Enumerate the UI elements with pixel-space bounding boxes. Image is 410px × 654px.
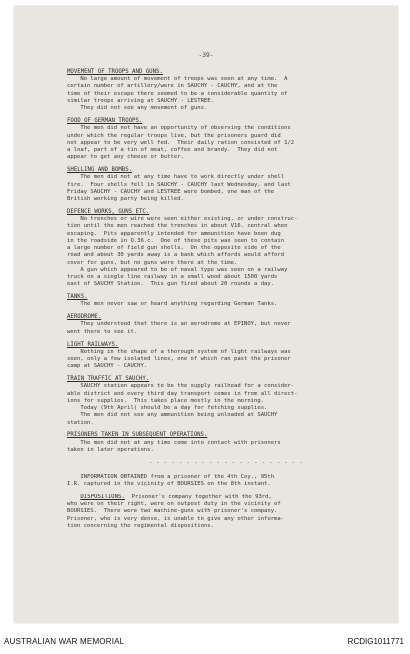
section-line: in the roadside in Q.36.c. One of these pits was seen to contain [67,237,285,244]
section-line: taken in later operations. [67,446,154,453]
section-line: who were on their right, were on outpost duty in the vicinity of [67,501,281,508]
page-number: -39- [198,52,214,59]
section-line: I.R. captured in the vicinity of BOURSIES on the 8th instant. [67,480,271,487]
section-line: road and about 30 yards away is a bank which affords would afford [67,252,285,259]
report-section [67,314,385,336]
section-line: No trenches or wire were seen either existing, or under construc- [67,216,298,223]
section-line: seen, only a few isolated lines, one of which ran past the prisoner [67,355,291,362]
section-heading: LIGHT RAILWAYS. [67,341,119,348]
section-heading: DISPOSITIONS. [80,493,125,500]
section-line: went there to see it. [67,328,138,335]
section-line: Today (9th April) should be a day for fetching supplies. [67,405,268,412]
section-line: INFORMATION OBTAINED from a prisoner of the 4th Coy., 95th [67,473,275,480]
section-line: a loaf, part of a tin of meat, coffee and brandy. They did not [67,147,278,153]
section-line: time of their escape there seemed to be a considerable quantity of [67,90,288,97]
section-line: The men did not see any ammunition being unloaded at SAUCHY [67,412,278,419]
archive-footer [0,637,410,651]
section-line: fire. Four shells fell in SAUCHY - CAUCHY last Wednesday, and last [67,181,291,188]
section-line: able district and every third day transport comes in from all direct- [67,390,298,397]
report-section [67,209,385,289]
section-line: east of SAUCHY Station. This gun fired about 20 rounds a day. [67,281,275,288]
section-line: A gun which appeared to be of naval type was seen on a railway [67,266,288,273]
report-section [67,118,385,161]
section-line: cover for guns, but no guns were there at the time. [67,259,238,266]
section-heading: SHELLING AND BOMBS. [67,167,133,174]
section-line: ions for supplies. This takes place mostly in the morning. [67,397,265,404]
section-line: SAUCHY station appears to be the supply railhead for a consider- [67,383,295,390]
section-line: appear to get any cheese or butter. [67,154,184,161]
section-line [67,494,385,501]
section-heading: TRAIN TRAFFIC AT SAUCHY. [67,376,150,383]
section-line: Nothing in the shape of a thorough system of light railways was [67,348,291,355]
document-page [14,6,398,623]
section-line: under which the regular troops live, but the prisoners guard did [67,132,281,139]
report-section [67,376,385,427]
section-line: The men did not have an opportunity of observing the conditions [67,125,291,132]
report-body [67,69,385,536]
section-heading: MOVEMENT OF TROOPS AND GUNS. [67,69,163,75]
section-divider: - - - - - - - - - - - - - - - - - - - - - [148,459,304,466]
section-line: The men did not at any time come into contact with prisoners [67,439,281,446]
section-line: Friday SAUCHY - CAUCHY and LESTREE were bombed, one man of the [67,188,275,195]
section-line: camp at SAUCHY - CAUCHY. [67,363,148,370]
report-section [67,474,385,489]
report-section [67,432,385,454]
section-line: The men never saw or heard anything regarding German Tanks. [67,301,278,308]
section-line: escaping. Pits apparently intended for ammunition have been dug [67,230,281,237]
section-line: No large amount of movement of troops was seen at any time. A [67,76,288,83]
section-line: certain number of artillery/were in SAUCHY - CAUCHY, and at the [67,83,278,90]
section-line: The men did not at any time have to work directly under shell [67,174,285,181]
section-line: similar troops arriving at SAUCHY - LESTREE. [67,97,214,104]
section-heading: DEFENCE WORKS, GUNS ETC. [67,208,150,215]
report-section [67,69,385,112]
footer-institution: AUSTRALIAN WAR MEMORIAL [4,637,125,646]
section-line: They understood that there is an aerodrome at EPINOY, but never [67,321,291,328]
section-line: not appear to be very well fed. Their daily ration consisted of 1/2 [67,139,295,146]
section-line: a large number of field gun shells. On the opposite side of the [67,245,281,252]
section-line: truck on a single line railway in a small wood about 1500 yards [67,274,278,281]
report-section [67,494,385,530]
section-line: station. [67,419,94,426]
report-section [67,167,385,203]
section-line: Prisoner, who is very dense, is unable to give any other informa- [67,515,285,522]
report-section [67,294,385,308]
section-heading: TANKS. [67,294,88,301]
section-heading: FOOD OF GERMAN TROOPS. [67,118,143,125]
section-heading: AERODROME. [67,314,102,321]
section-line: tion concerning the regimental dispositions. [67,522,214,529]
section-heading: PRISONERS TAKEN IN SUBSEQUENT OPERATIONS. [67,432,208,439]
section-line: British working party being killed. [67,196,184,203]
section-line: BOURSIES. There were two machine-guns with prisoner's company. [67,508,278,515]
footer-record-id: RCDIG1011771 [347,637,404,646]
section-line: They did not see any movement of guns. [67,105,208,112]
report-section [67,342,385,371]
section-line-text: Prisoner's company together with the 93rd, [124,493,272,500]
section-line: tion until the men reached the trenches in about V16. central when [67,223,288,230]
